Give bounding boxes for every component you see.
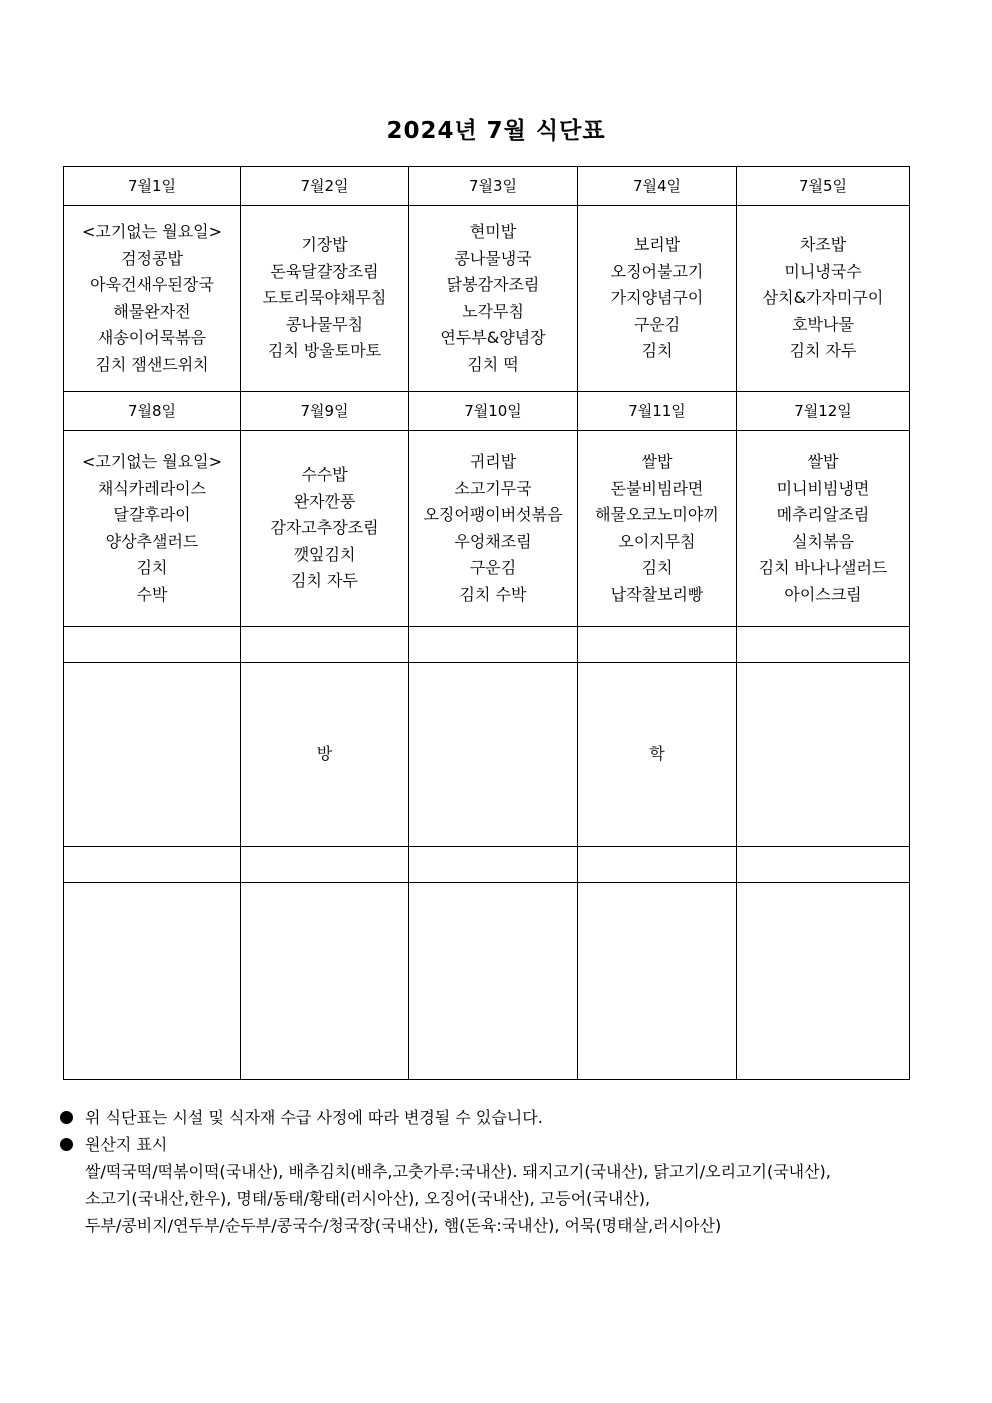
- notes-section: [60, 1104, 940, 1239]
- menu-item: 가지양념구이: [610, 288, 704, 308]
- week3-date-row: [64, 627, 910, 663]
- menu-item: 메추리알조림: [776, 505, 870, 524]
- menu-cell-jul12: [737, 431, 910, 627]
- menu-cell-jul9: [241, 431, 409, 627]
- date-cell: 7월10일: [409, 392, 578, 431]
- menu-item: 구운김: [469, 558, 517, 577]
- menu-cell-jul5: [737, 206, 910, 392]
- week2-menu-row: [64, 431, 910, 627]
- menu-item: 수박: [136, 584, 168, 604]
- menu-item: 구운김: [633, 314, 681, 334]
- menu-item: 도토리묵야채무침: [262, 288, 387, 308]
- page-title: 2024년 7월 식단표: [386, 118, 606, 144]
- week4-menu-row: [64, 883, 910, 1080]
- menu-item: 실치볶음: [792, 531, 854, 551]
- origin-line: 쌀/떡국떡/떡볶이떡(국내산), 배추김치(배추,고춧가루:국내산). 돼지고기(국내산), 닭고기/오리고기(국내산),: [85, 1162, 831, 1181]
- menu-item: 콩나물냉국: [454, 248, 532, 268]
- menu-cell-jul4: [578, 206, 737, 392]
- menu-item: 완자깐풍: [293, 491, 356, 511]
- menu-cell-jul3: [409, 206, 578, 392]
- date-cell: 7월9일: [241, 392, 409, 431]
- empty-date-cell: [409, 627, 578, 663]
- menu-item: 김치 바나나샐러드: [758, 558, 888, 577]
- date-cell: 7월1일: [64, 167, 241, 206]
- menu-item: 돈육달걀장조림: [270, 261, 379, 281]
- week1-menu-row: [64, 206, 910, 392]
- menu-item: 차조밥: [799, 235, 847, 255]
- menu-item: 수수밥: [301, 465, 348, 485]
- date-cell: 7월4일: [578, 167, 737, 206]
- menu-item: 아이스크림: [784, 584, 862, 604]
- empty-date-cell: [241, 627, 409, 663]
- menu-item: <고기없는 월요일>: [81, 452, 223, 471]
- menu-item: 오이지무침: [618, 531, 696, 551]
- menu-item: 닭봉감자조림: [446, 275, 540, 294]
- empty-date-cell: [64, 847, 241, 883]
- empty-menu-cell: [409, 663, 578, 847]
- week3-menu-row: [64, 663, 910, 847]
- empty-date-cell: [578, 627, 737, 663]
- meal-plan-table: [63, 166, 910, 1080]
- menu-item: 오징어팽이버섯볶음: [423, 505, 563, 524]
- menu-item: 김치 자두: [291, 571, 358, 591]
- date-cell: 7월11일: [578, 392, 737, 431]
- menu-item: 현미밥: [469, 222, 517, 241]
- empty-menu-cell: [578, 883, 737, 1080]
- menu-item: 돈불비빔라면: [610, 478, 704, 498]
- menu-item: 김치 방울토마토: [267, 341, 382, 361]
- menu-item: 채식카레라이스: [97, 478, 207, 498]
- menu-item: 미니냉국수: [784, 261, 862, 281]
- empty-date-cell: [64, 627, 241, 663]
- menu-item: 오징어불고기: [610, 261, 704, 281]
- empty-date-cell: [737, 627, 910, 663]
- empty-menu-cell: [737, 663, 910, 847]
- empty-menu-cell: [737, 883, 910, 1080]
- empty-menu-cell: [409, 883, 578, 1080]
- date-cell: 7월5일: [737, 167, 910, 206]
- empty-date-cell: [578, 847, 737, 883]
- vacation-label-2: 학: [578, 663, 737, 847]
- menu-item: 소고기무국: [454, 478, 532, 498]
- week4-date-row: [64, 847, 910, 883]
- menu-item: 양상추샐러드: [105, 531, 199, 551]
- menu-item: 새송이어묵볶음: [97, 328, 207, 347]
- menu-item: 깻잎김치: [293, 544, 356, 564]
- menu-item: 기장밥: [301, 235, 348, 255]
- empty-menu-cell: [64, 663, 241, 847]
- bullet-icon: [60, 1111, 73, 1124]
- note-text: 위 식단표는 시설 및 식자재 수급 사정에 따라 변경될 수 있습니다.: [85, 1108, 543, 1127]
- menu-item: <고기없는 월요일>: [81, 222, 223, 241]
- empty-menu-cell: [64, 883, 241, 1080]
- menu-item: 쌀밥: [641, 452, 673, 471]
- menu-item: 노각무침: [462, 301, 524, 321]
- date-cell: 7월2일: [241, 167, 409, 206]
- note-origin-heading: [60, 1131, 940, 1158]
- menu-item: 검정콩밥: [121, 248, 183, 268]
- bullet-icon: [60, 1138, 73, 1151]
- menu-item: 김치: [136, 558, 168, 577]
- menu-item: 연두부&양념장: [440, 328, 546, 347]
- note-text: 원산지 표시: [85, 1135, 168, 1154]
- menu-item: 감자고추장조림: [270, 518, 379, 538]
- week1-date-row: [64, 167, 910, 206]
- menu-item: 아욱건새우된장국: [90, 275, 214, 294]
- date-cell: 7월12일: [737, 392, 910, 431]
- origin-line: 소고기(국내산,한우), 명태/동태/황태(러시아산), 오징어(국내산), 고등어(국내산),: [85, 1189, 651, 1208]
- empty-date-cell: [409, 847, 578, 883]
- menu-item: 김치: [641, 341, 673, 361]
- menu-cell-jul1: [64, 206, 241, 392]
- menu-item: 김치 자두: [789, 341, 857, 361]
- empty-date-cell: [241, 847, 409, 883]
- date-cell: 7월3일: [409, 167, 578, 206]
- menu-cell-jul2: [241, 206, 409, 392]
- menu-item: 삼치&가자미구이: [762, 288, 884, 308]
- menu-item: 김치: [641, 558, 673, 577]
- menu-cell-jul10: [409, 431, 578, 627]
- menu-item: 김치 떡: [467, 354, 519, 374]
- week2-date-row: [64, 392, 910, 431]
- menu-item: 미니비빔냉면: [776, 478, 870, 498]
- note-change-notice: [60, 1104, 940, 1131]
- menu-item: 납작찰보리빵: [610, 584, 704, 604]
- menu-item: 김치 수박: [459, 584, 527, 604]
- origin-line: 두부/콩비지/연두부/순두부/콩국수/청국장(국내산), 햄(돈육:국내산), 어묵(명태살,러시아산): [85, 1216, 722, 1235]
- menu-cell-jul11: [578, 431, 737, 627]
- menu-item: 콩나물무침: [285, 314, 364, 334]
- empty-menu-cell: [241, 883, 409, 1080]
- menu-item: 해물완자전: [113, 301, 191, 321]
- menu-item: 달걀후라이: [113, 505, 191, 524]
- menu-item: 보리밥: [633, 235, 681, 255]
- menu-item: 호박나물: [792, 314, 854, 334]
- vacation-label-1: 방: [241, 663, 409, 847]
- menu-item: 귀리밥: [469, 452, 517, 471]
- menu-item: 김치 잼샌드위치: [95, 354, 209, 374]
- menu-item: 우엉채조림: [454, 531, 532, 551]
- menu-cell-jul8: [64, 431, 241, 627]
- empty-date-cell: [737, 847, 910, 883]
- date-cell: 7월8일: [64, 392, 241, 431]
- menu-item: 쌀밥: [807, 452, 839, 471]
- menu-item: 해물오코노미야끼: [595, 505, 719, 524]
